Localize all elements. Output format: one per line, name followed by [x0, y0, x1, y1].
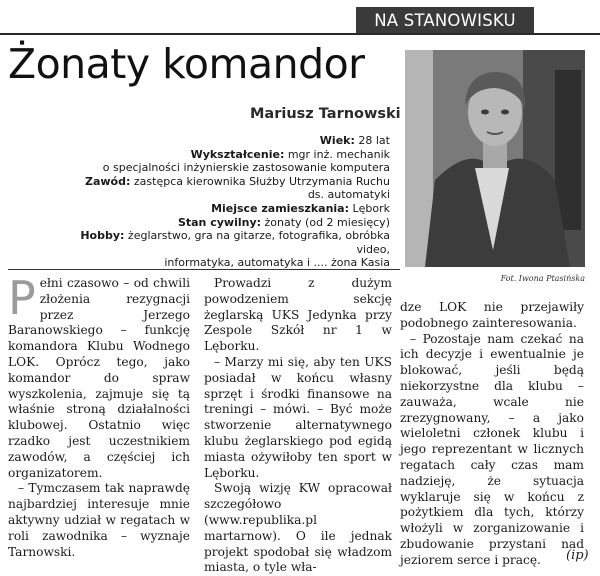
- portrait-photo: [405, 50, 585, 267]
- profile-value: 28 lat: [354, 134, 390, 147]
- profile-value: mgr inż. mechanik: [284, 147, 390, 161]
- photo-credit: Fot. Iwona Ptasińska: [500, 274, 585, 283]
- profile-row-age: [60, 134, 390, 148]
- paragraph: – Marzy mi się, aby ten UKS posiadał w końcu własny sprzęt i środki finansowe na treningi – mówi. – Być może stworzenie alternatywnego klubu żeglarskiego pod egidą miasta ożywiłoby ten sport w Lęborku.: [204, 354, 392, 480]
- paragraph: – Tymczasem tak naprawdę najbardziej interesuje mnie aktywny udział w regatach w roli zawodnika – wyznaje Tarnowski.: [8, 481, 190, 559]
- profile-value: żeglarstwo, gra na gitarze, fotografika, obróbka video,: [124, 229, 390, 256]
- profile-row-hobby: [60, 229, 390, 256]
- profile-box: [60, 134, 390, 270]
- profile-row-residence: [60, 202, 390, 216]
- paragraph: Prowadzi z dużym powodzeniem sekcję żeglarską UKS Jedynka przy Zespole Szkół nr 1 w Lęborku.: [204, 276, 392, 354]
- body-column-2: [204, 276, 392, 576]
- profile-divider: [8, 269, 400, 270]
- profile-value: zastępca kierownika Służby Utrzymania Ruchu: [130, 174, 390, 188]
- profile-label: Wiek:: [319, 134, 355, 147]
- profile-row-education-cont: [60, 161, 390, 175]
- profile-label: Miejsce zamieszkania:: [211, 201, 349, 215]
- profile-value: Lębork: [349, 201, 390, 215]
- profile-row-hobby-cont: [60, 256, 390, 270]
- profile-row-job-cont: [60, 188, 390, 202]
- profile-row-marital: [60, 216, 390, 230]
- profile-value: o specjalności inżynierskie zastosowanie komputera: [102, 161, 390, 175]
- portrait-illustration: [405, 50, 585, 267]
- profile-value: ds. automatyki: [307, 188, 390, 202]
- body-column-3: [400, 300, 584, 569]
- author-signature: (ip): [566, 548, 589, 563]
- body-column-1: [8, 271, 190, 560]
- paragraph: Swoją wizję KW opracował szczegółowo (www.republika.pl martarnow). O ile jednak projekt spodobał się władzom miasta, o tyle wła-: [204, 481, 392, 575]
- paragraph: – Pozostaje nam czekać na ich decyzje i ewentualnie je blokować, jeśli będą niekorzystne dla klubu – zauważa, wcale nie zrezygnowany, – a jako wieloletni członek klubu i jego reprezentant w licznych regatach cały czas mam nadzieję, że sytuacja wyklaruje się w końcu z pożytkiem dla tych, którzy włożyli w zorganizowanie i zbudowanie przystani nad jeziorem serce i pracę.: [400, 331, 584, 567]
- section-rubric: NA STANOWISKU: [356, 7, 534, 34]
- profile-label: Zawód:: [85, 174, 131, 188]
- profile-row-education: [60, 148, 390, 162]
- drop-cap: P: [8, 271, 36, 325]
- profile-label: Hobby:: [80, 229, 125, 243]
- paragraph: dze LOK nie przejawiły podobnego zainteresowania.: [400, 300, 584, 330]
- profile-row-job: [60, 175, 390, 189]
- profile-label: Stan cywilny:: [177, 215, 262, 229]
- profile-value: informatyka, automatyka i .... żona Kasia: [164, 256, 390, 270]
- profile-label: Wykształcenie:: [190, 147, 285, 161]
- article-title: Żonaty komandor: [8, 40, 365, 88]
- paragraph: ełni czasowo – od chwili złożenia rezygnacji przez Jerzego Baranowskiego – funkcję komandora Klubu Wodnego LOK. Oprócz tego, jako komandor do spraw wyszkolenia, zajmuje się tą właśnie stroną działalności klubowej. Ostatnio więc rzadko jest uczestnikiem zawodów, a częściej ich organizatorem.: [8, 276, 190, 480]
- article-author: Mariusz Tarnowski: [250, 106, 401, 122]
- profile-value: żonaty (od 2 miesięcy): [261, 215, 390, 229]
- rubric-rule: [0, 33, 600, 35]
